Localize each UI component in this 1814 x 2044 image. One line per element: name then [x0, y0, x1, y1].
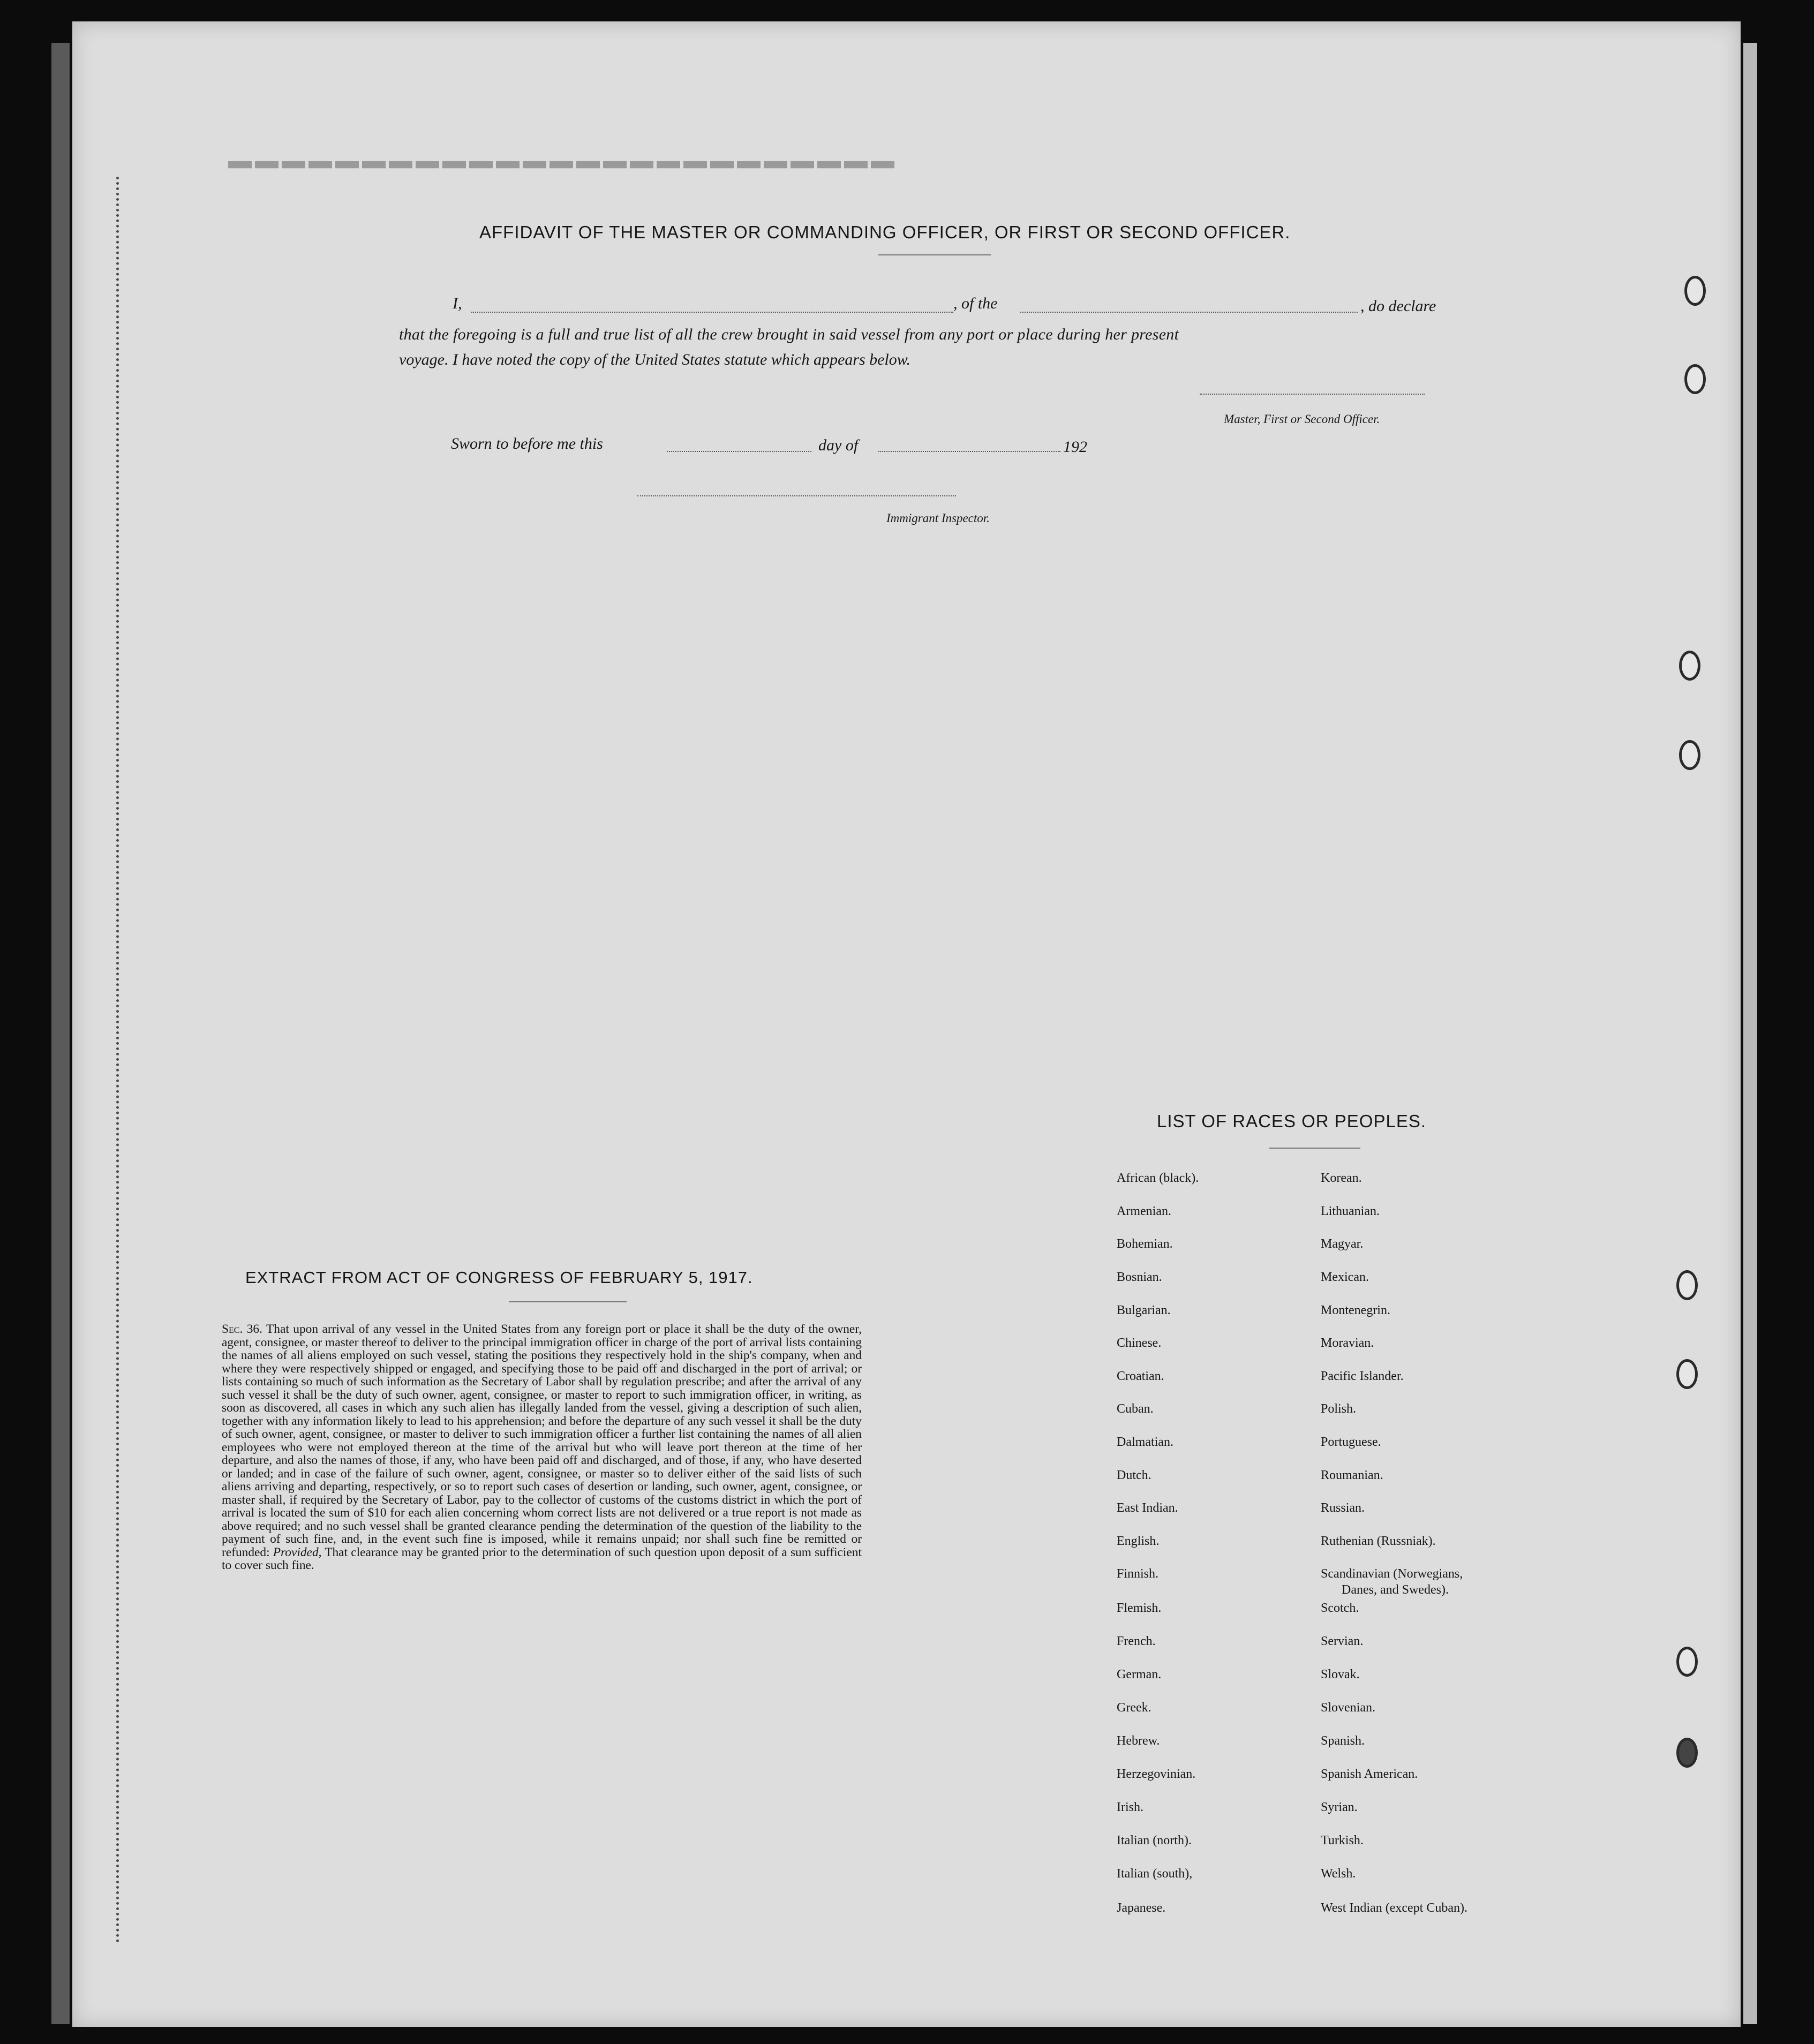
race-item: German.	[1117, 1668, 1162, 1681]
race-item: Lithuanian.	[1321, 1204, 1380, 1218]
binding-hole	[1684, 364, 1706, 394]
race-item: Cuban.	[1117, 1402, 1154, 1416]
race-item: Pacific Islander.	[1321, 1369, 1404, 1383]
races-title: LIST OF RACES OR PEOPLES.	[1157, 1111, 1427, 1131]
race-item: Slovak.	[1321, 1668, 1360, 1681]
master-signature-blank	[1200, 394, 1425, 395]
statute-section: Sec. 36.	[222, 1322, 262, 1336]
day-of-label: day of	[818, 436, 859, 454]
race-item: Servian.	[1321, 1634, 1364, 1648]
statute-body: That upon arrival of any vessel in the United States from any foreign port or place it shall be the duty of the owner, agent, consignee, or master thereof to deliver to the principal immigration officer in charge of the port of arrival lists containing the names of all aliens employed on such vessel, stating the positions they respectively hold in the ship's company, when and where they were respectively shipped or engaged, and specifying those to be paid off and discharged in the port of arrival; or lists containing so much of such information as the Secretary of Labor shall by regulation prescribe; and after the arrival of any such vessel it shall be the duty of such owner, agent, consignee, or master to report to such immigration officer, in writing, as soon as discovered, all cases in which any such alien has illegally landed from the vessel, giving a description of such alien, together with any information likely to lead to his apprehension; and before the departure of any such vessel it shall be the duty of such owner, agent, consignee, or master to deliver to such immigration officer a further list containing the names of all alien employees who were not employed thereon at the time of the arrival but who will leave port thereon at the time of her departure, and also the names of those, if any, who have been paid off and discharged, and of those, if any, who have deserted or landed; and in case of the failure of such owner, agent, consignee, or master so to deliver either of the said lists of such aliens arriving and departing, respectively, or so to report such cases of desertion or landing, such owner, agent, consignee, or master shall, if required by the Secretary of Labor, pay to the collector of customs of the customs district in which the port of arrival is located the sum of $10 for each alien concerning whom correct lists are not delivered or a true report is not made as above required; and no such vessel shall be granted clearance pending the determination of the question of the liability to the payment of such fine, and, in the event such fine is imposed, while it remains unpaid; nor shall such fine be remitted or refunded:	[222, 1322, 862, 1559]
document-page	[72, 21, 1741, 2027]
race-item: Turkish.	[1321, 1834, 1364, 1847]
race-item: Polish.	[1321, 1402, 1357, 1416]
race-item: Japanese.	[1117, 1901, 1166, 1915]
race-item: Welsh.	[1321, 1867, 1356, 1881]
declaration-text: that the foregoing is a full and true list of all the crew brought in said vessel from any port or place during her present	[399, 326, 1179, 343]
race-item: Syrian.	[1321, 1800, 1358, 1814]
races-title-underline	[1269, 1148, 1360, 1149]
race-item: Italian (north).	[1117, 1834, 1192, 1847]
statute-body-end: That clearance may be granted prior to the determination of such question upon deposit of a sum sufficient to cover such fine.	[222, 1545, 862, 1572]
race-item: African (black).	[1117, 1171, 1199, 1185]
extract-title: EXTRACT FROM ACT OF CONGRESS OF FEBRUARY 5, 1917.	[245, 1268, 753, 1287]
race-item: Croatian.	[1117, 1369, 1164, 1383]
race-item: Finnish.	[1117, 1567, 1159, 1581]
statute-provided: Provided,	[273, 1545, 322, 1559]
declaration-text-2: voyage. I have noted the copy of the United States statute which appears below.	[399, 351, 911, 368]
race-item: Russian.	[1321, 1501, 1365, 1515]
binding-hole	[1679, 740, 1700, 770]
race-item: Moravian.	[1321, 1336, 1374, 1350]
sworn-text: Sworn to before me this	[451, 435, 603, 452]
race-item: Portuguese.	[1321, 1435, 1381, 1449]
race-item: Irish.	[1117, 1800, 1143, 1814]
race-item: East Indian.	[1117, 1501, 1178, 1515]
year-prefix: 192	[1063, 438, 1087, 456]
race-item: English.	[1117, 1534, 1160, 1548]
race-item: Spanish American.	[1321, 1767, 1418, 1781]
race-item: Roumanian.	[1321, 1468, 1383, 1482]
race-item: Magyar.	[1321, 1237, 1364, 1251]
race-item: Hebrew.	[1117, 1734, 1160, 1748]
title-underline	[878, 254, 991, 255]
binding-hole	[1676, 1270, 1698, 1300]
race-item: West Indian (except Cuban).	[1321, 1901, 1467, 1915]
do-declare-label: , do declare	[1360, 297, 1436, 315]
binding-hole	[1676, 1359, 1698, 1389]
race-item: Ruthenian (Russniak).	[1321, 1534, 1436, 1548]
inspector-signature-blank	[637, 495, 956, 496]
statute-text	[222, 1323, 862, 1572]
extract-title-underline	[509, 1301, 627, 1302]
binding-hole	[1679, 651, 1700, 681]
race-item: Korean.	[1321, 1171, 1362, 1185]
race-item: Bohemian.	[1117, 1237, 1173, 1251]
race-item: Bosnian.	[1117, 1270, 1162, 1284]
bleed-through-text: ▬▬▬▬▬▬▬▬▬▬▬▬▬▬▬▬▬▬▬▬▬▬▬▬▬	[225, 156, 894, 182]
race-item: Dutch.	[1117, 1468, 1151, 1482]
race-item: Mexican.	[1321, 1270, 1369, 1284]
day-blank	[667, 451, 811, 452]
binding-hole	[1676, 1647, 1698, 1677]
race-item: Scotch.	[1321, 1601, 1359, 1615]
vessel-name-blank	[1020, 312, 1358, 313]
month-blank	[878, 451, 1060, 452]
race-item: Italian (south),	[1117, 1867, 1193, 1881]
race-item: Armenian.	[1117, 1204, 1171, 1218]
race-item: Danes, and Swedes).	[1342, 1583, 1449, 1597]
race-item: Bulgarian.	[1117, 1303, 1171, 1317]
race-item: Chinese.	[1117, 1336, 1162, 1350]
of-the-label: , of the	[953, 295, 998, 312]
affidavit-title: AFFIDAVIT OF THE MASTER OR COMMANDING OFFICER, OR FIRST OR SECOND OFFICER.	[479, 222, 1291, 242]
binding-hole	[1676, 1738, 1698, 1768]
race-item: Slovenian.	[1321, 1701, 1375, 1715]
page-edge	[1743, 43, 1757, 2024]
binding-hole	[1684, 276, 1706, 306]
race-item: Herzegovinian.	[1117, 1767, 1196, 1781]
declarant-prefix: I,	[453, 295, 462, 312]
perforation-line	[116, 177, 119, 1944]
declarant-name-blank	[471, 312, 953, 313]
race-item: Greek.	[1117, 1701, 1151, 1715]
race-item: Flemish.	[1117, 1601, 1162, 1615]
race-item: Montenegrin.	[1321, 1303, 1390, 1317]
race-item: Spanish.	[1321, 1734, 1365, 1748]
race-item: French.	[1117, 1634, 1156, 1648]
race-item: Scandinavian (Norwegians,	[1321, 1567, 1463, 1581]
page-edge	[51, 43, 70, 2024]
inspector-label: Immigrant Inspector.	[886, 511, 990, 525]
master-signature-label: Master, First or Second Officer.	[1224, 412, 1380, 426]
race-item: Dalmatian.	[1117, 1435, 1173, 1449]
